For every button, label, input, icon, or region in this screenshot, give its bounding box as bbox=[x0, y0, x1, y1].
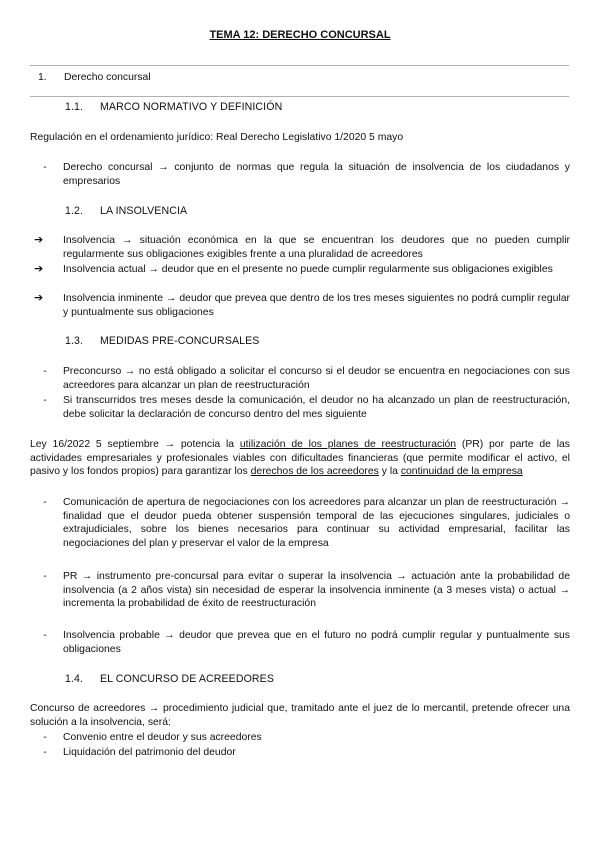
list-item-plazo bbox=[30, 394, 570, 422]
section-rule-top bbox=[30, 65, 569, 66]
list-item-text: Insolvencia probable → deudor que prevea que en el futuro no podrá cumplir regular y puntualmente sus obligaciones bbox=[63, 630, 570, 655]
ley-paragraph bbox=[30, 438, 570, 479]
list-item-text: Preconcurso → no está obligado a solicitar el concurso si el deudor se encuentra en negociaciones con sus acreedores para alcanzar un plan de reestructuración bbox=[63, 366, 570, 391]
subsection-label: MEDIDAS PRE-CONCURSALES bbox=[100, 335, 260, 347]
list-item-text: Liquidación del patrimonio del deudor bbox=[63, 747, 236, 758]
section-rule-bottom bbox=[30, 96, 569, 97]
ley-underlined-planes: utilización de los planes de reestructuración bbox=[239, 439, 457, 450]
ley-text-3: y la bbox=[378, 466, 401, 478]
section-number: 1. bbox=[38, 72, 47, 83]
subsection-label: EL CONCURSO DE ACREEDORES bbox=[100, 673, 274, 685]
subsection-number: 1.1. bbox=[65, 101, 84, 113]
list-item-text: Convenio entre el deudor y sus acreedores bbox=[63, 732, 262, 743]
dash-bullet: - bbox=[43, 747, 47, 758]
list-item-insolvencia-actual bbox=[30, 263, 570, 291]
ley-text-2: (PR) por parte de las actividades empresariales y profesionales viables con dificultades financieras (que permite modificar el activo, el pasivo y los fondos propios) para garantizar los bbox=[30, 439, 570, 478]
list-item-text: Derecho concursal → conjunto de normas que regula la situación de insolvencia de los ciudadanos y empresarios bbox=[63, 162, 570, 187]
list-item-text: Si transcurridos tres meses desde la comunicación, el deudor no ha alcanzado un plan de reestructuración, debe solicitar la declaración de concurso dentro del mes siguiente bbox=[63, 395, 570, 420]
subsection-number: 1.4. bbox=[65, 673, 84, 685]
list-item-convenio bbox=[30, 731, 570, 745]
arrow-bullet-icon: ➔ bbox=[34, 234, 44, 246]
subsection-label: MARCO NORMATIVO Y DEFINICIÓN bbox=[100, 101, 283, 113]
list-item-comunicacion bbox=[30, 496, 570, 554]
list-item-text: Comunicación de apertura de negociaciones con los acreedores para alcanzar un plan de reestructuración → finalidad que el deudor pueda obtener suspensión temporal de las ejecuciones singulares, judiciales o extrajudiciales, sobre los bienes necesarios para continuar su actividad empresarial, facilitar las negociaciones del plan y preservar el valor de la empresa bbox=[63, 497, 570, 549]
list-item-preconcurso bbox=[30, 365, 570, 393]
document-title: TEMA 12: DERECHO CONCURSAL bbox=[209, 29, 391, 41]
dash-bullet: - bbox=[43, 630, 47, 641]
subsection-heading-1-3 bbox=[0, 335, 600, 349]
list-item-text: PR → instrumento pre-concursal para evitar o superar la insolvencia → actuación ante la probabilidad de insolvencia (a 2 años vista) sin necesidad de esperar la insolvencia inminente (a 3 meses vista) o actual → incrementa la probabilidad de éxito de reestructuración bbox=[63, 571, 570, 610]
list-item-insolvencia bbox=[30, 234, 570, 262]
ley-underlined-continuidad: continuidad de la empresa bbox=[400, 466, 523, 478]
subsection-number: 1.2. bbox=[65, 205, 84, 217]
list-item-text: Insolvencia actual → deudor que en el presente no puede cumplir regularmente sus obligaciones exigibles bbox=[63, 264, 553, 275]
arrow-bullet-icon: ➔ bbox=[34, 263, 44, 275]
arrow-bullet-icon: ➔ bbox=[34, 292, 44, 304]
subsection-heading-1-1 bbox=[0, 101, 600, 115]
section-label: Derecho concursal bbox=[64, 72, 151, 83]
list-item-text: Insolvencia inminente → deudor que prevea que dentro de los tres meses siguientes no podrá cumplir regular y puntualmente sus obligaciones bbox=[63, 293, 570, 318]
list-item-liquidacion bbox=[30, 746, 570, 760]
section-heading-1 bbox=[0, 71, 600, 85]
subsection-heading-1-2 bbox=[0, 205, 600, 219]
list-item-insolvencia-inminente bbox=[30, 292, 570, 320]
subsection-heading-1-4 bbox=[0, 673, 600, 687]
subsection-label: LA INSOLVENCIA bbox=[100, 205, 188, 217]
concurso-paragraph: Concurso de acreedores → procedimiento judicial que, tramitado ante el juez de lo mercantil, pretende ofrecer una solución a la insolvencia, será: bbox=[30, 703, 570, 728]
dash-bullet: - bbox=[43, 395, 47, 406]
ley-text-1: Ley 16/2022 5 septiembre → potencia la bbox=[30, 439, 240, 450]
dash-bullet: - bbox=[43, 497, 47, 508]
subsection-number: 1.3. bbox=[65, 335, 84, 347]
list-item-insolvencia-probable bbox=[30, 629, 570, 657]
regulation-paragraph: Regulación en el ordenamiento jurídico: Real Derecho Legislativo 1/2020 5 mayo bbox=[30, 132, 404, 143]
list-item-pr bbox=[30, 570, 570, 614]
dash-bullet: - bbox=[43, 571, 47, 582]
dash-bullet: - bbox=[43, 732, 47, 743]
list-item-definition bbox=[30, 161, 570, 189]
dash-bullet: - bbox=[43, 366, 47, 377]
dash-bullet: - bbox=[43, 162, 47, 173]
list-item-text: Insolvencia → situación económica en la que se encuentran los deudores que no pueden cumplir regularmente sus obligaciones exigibles frente a una pluralidad de acreedores bbox=[63, 235, 570, 260]
ley-underlined-derechos: derechos de los acreedores bbox=[250, 466, 379, 478]
